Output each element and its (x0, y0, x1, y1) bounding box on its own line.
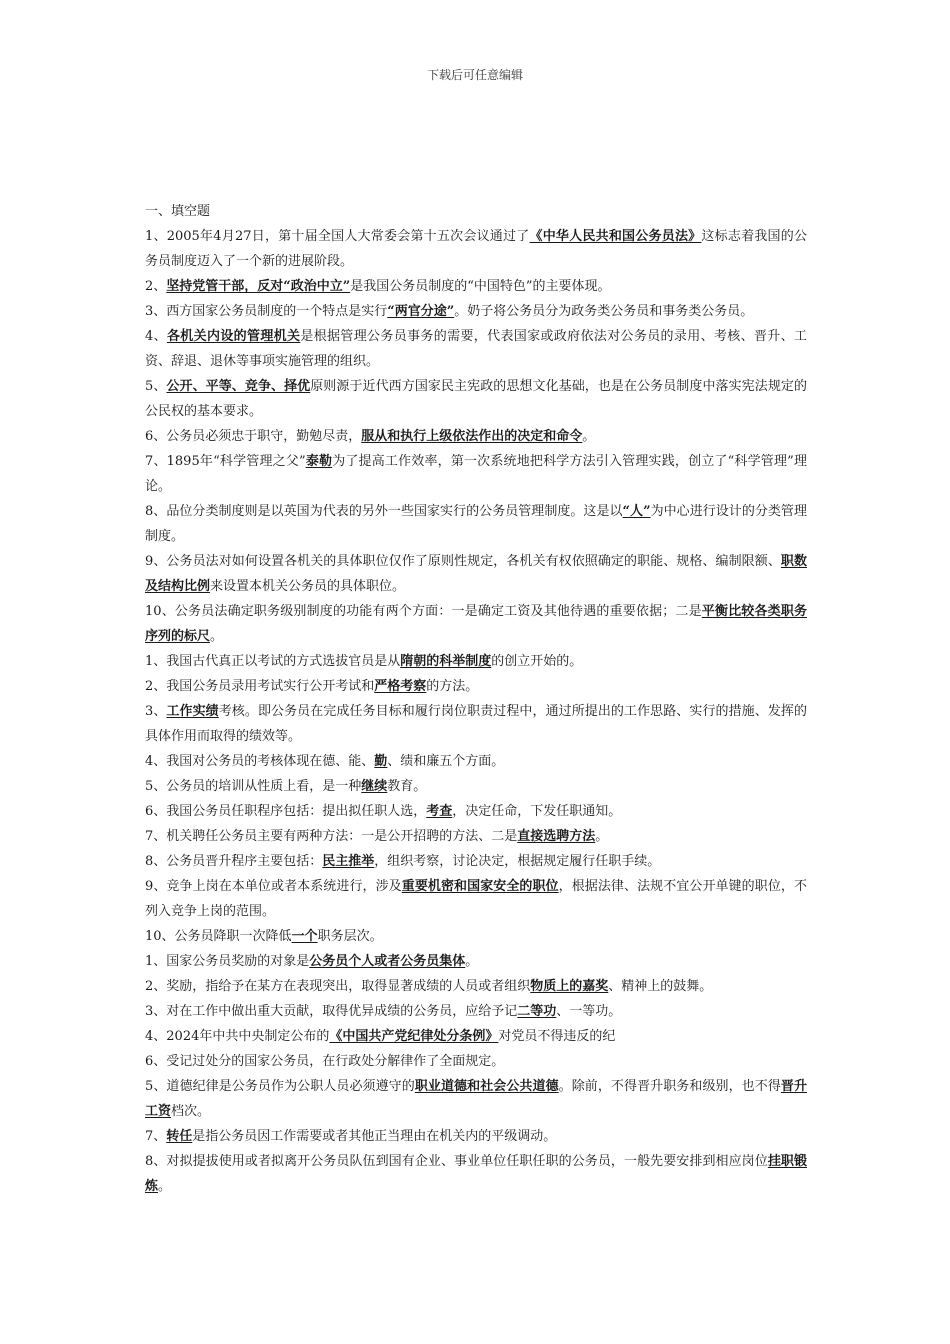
question-item (145, 1149, 807, 1199)
question-item (145, 549, 807, 599)
question-item (145, 449, 807, 499)
answer-text: 二等功 (517, 1004, 557, 1019)
question-text: 2、我国公务员录用考试实行公开考试和 (145, 679, 375, 694)
question-text: 2、奖励，指给予在某方在表现突出，取得显著成绩的人员或者组织 (145, 979, 531, 994)
question-item (145, 924, 807, 949)
question-text: ，根据法律、法规不宜公开单键的职位，不列入竞争上岗的范围。 (145, 879, 807, 919)
question-text: 是指公务员因工作需要或者其他正当理由在机关内的平级调动。 (192, 1129, 557, 1144)
question-text: 3、西方国家公务员制度的一个特点是实行 (145, 304, 388, 319)
question-text: 1、国家公务员奖励的对象是 (145, 954, 310, 969)
question-item (145, 1024, 807, 1049)
question-item (145, 699, 807, 749)
question-item (145, 1124, 807, 1149)
question-item (145, 599, 807, 649)
question-text: 10、公务员降职一次降低 (145, 929, 292, 944)
question-text: 8、品位分类制度则是以英国为代表的另外一些国家实行的公务员管理制度。这是以 (145, 504, 623, 519)
answer-text: 职数及结构比例 (145, 554, 807, 594)
question-text: 、绩和廉五个方面。 (387, 754, 505, 769)
question-text: 。除前，不得晋升职务和级别，也不得 (558, 1079, 781, 1094)
question-item (145, 874, 807, 924)
question-text: 4、我国对公务员的考核体现在德、能、 (145, 754, 375, 769)
answer-text: 严格考察 (374, 679, 427, 694)
answer-text: 勤 (374, 754, 388, 769)
answer-text: 隋朝的科举制度 (400, 654, 492, 669)
question-text: 教育。 (387, 779, 427, 794)
question-item (145, 299, 807, 324)
question-item (145, 974, 807, 999)
question-item (145, 424, 807, 449)
question-item (145, 824, 807, 849)
answer-text: 服从和执行上级依法作出的决定和命令 (361, 429, 583, 444)
question-text: 为了提高工作效率，第一次系统地把科学方法引入管理实践，创立了“科学管理”理论。 (145, 454, 807, 494)
question-text: 7、机关聘任公务员主要有两种方法：一是公开招聘的方法、二是 (145, 829, 518, 844)
section-title: 一、填空题 (145, 204, 211, 219)
question-text: 2、 (145, 279, 167, 294)
document-body (145, 199, 807, 1199)
question-list (145, 224, 807, 1199)
question-text: 5、 (145, 379, 167, 394)
answer-text: 坚持党管干部，反对“政治中立” (166, 279, 351, 294)
question-text: 。 (595, 829, 609, 844)
question-text: 、精神上的鼓舞。 (608, 979, 713, 994)
question-text: 为中心进行设计的分类管理制度。 (145, 504, 807, 544)
question-text: 5、道德纪律是公务员作为公职人员必须遵守的 (145, 1079, 415, 1094)
question-text: 3、 (145, 704, 167, 719)
answer-text: 职业道德和社会公共道德 (414, 1079, 559, 1094)
question-item (145, 499, 807, 549)
question-text: 6、受记过处分的国家公务员，在行政处分解律作了全面规定。 (145, 1054, 505, 1069)
question-text: 7、 (145, 1129, 167, 1144)
question-text: 3、对在工作中做出重大贡献，取得优异成绩的公务员，应给予记 (145, 1004, 518, 1019)
question-text: 8、公务员晋升程序主要包括： (145, 854, 323, 869)
question-item (145, 749, 807, 774)
question-item (145, 849, 807, 874)
answer-text: 晋升工资 (145, 1079, 807, 1119)
question-text: 6、公务员必须忠于职守，勤勉尽责， (145, 429, 362, 444)
answer-text: 公开、平等、竞争、择优 (166, 379, 311, 394)
question-item (145, 374, 807, 424)
answer-text: 民主推举 (322, 854, 375, 869)
answer-text: 考查 (426, 804, 453, 819)
question-text: 、一等功。 (556, 1004, 622, 1019)
question-text: 。 (210, 629, 224, 644)
question-item (145, 999, 807, 1024)
question-text: 这标志着我国的公务员制度迈入了一个新的进展阶段。 (145, 229, 807, 269)
question-text: 4、2024年中共中央制定公布的 (145, 1029, 330, 1044)
answer-text: 《中华人民共和国公务员法》 (529, 229, 702, 244)
question-text: 来设置本机关公务员的具体职位。 (210, 579, 406, 594)
answer-text: “两官分途” (387, 304, 455, 319)
question-text: 考核。即公务员在完成任务目标和履行岗位职责过程中，通过所提出的工作思路、实行的措施、发挥的具体作用而取得的绩效等。 (145, 704, 807, 744)
question-text: 的方法。 (426, 679, 479, 694)
question-item (145, 949, 807, 974)
question-text: 9、公务员法对如何设置各机关的具体职位仅作了原则性规定，各机关有权依照确定的职能、规格、编制限额、 (145, 554, 781, 569)
question-text: 档次。 (171, 1104, 211, 1119)
answer-text: 各机关内设的管理机关 (166, 329, 301, 344)
question-text: 的创立开始的。 (491, 654, 583, 669)
question-item (145, 324, 807, 374)
question-text: ，组织考察，讨论决定，根据规定履行任职手续。 (374, 854, 661, 869)
question-item (145, 224, 807, 274)
question-item (145, 274, 807, 299)
question-text: 。奶子将公务员分为政务类公务员和事务类公务员。 (454, 304, 754, 319)
answer-text: 转任 (166, 1129, 193, 1144)
question-text: 1、2005年4月27日，第十届全国人大常委会第十五次会议通过了 (145, 229, 530, 244)
question-text: 职务层次。 (317, 929, 383, 944)
question-item (145, 774, 807, 799)
answer-text: 物质上的嘉奖 (530, 979, 609, 994)
question-item (145, 1049, 807, 1074)
question-text: 是我国公务员制度的“中国特色”的主要体现。 (350, 279, 611, 294)
question-item (145, 1074, 807, 1124)
question-text: 10、公务员法确定职务级别制度的功能有两个方面：一是确定工资及其他待遇的重要依据；二是 (145, 604, 702, 619)
question-text: 8、对拟提拔使用或者拟离开公务员队伍到国有企业、事业单位任职任职的公务员，一般先要安排到相应岗位 (145, 1154, 768, 1169)
question-text: ，决定任命，下发任职通知。 (452, 804, 622, 819)
question-text: 7、1895年“科学管理之父” (145, 454, 306, 469)
answer-text: 挂职锻炼 (145, 1154, 807, 1194)
question-text: 。 (465, 954, 479, 969)
question-text: 1、我国古代真正以考试的方式选拔官员是从 (145, 654, 401, 669)
answer-text: 平衡比较各类职务序列的标尺 (145, 604, 807, 644)
answer-text: 重要机密和国家安全的职位 (401, 879, 559, 894)
question-text: 4、 (145, 329, 167, 344)
answer-text: 继续 (361, 779, 388, 794)
answer-text: 直接选聘方法 (517, 829, 596, 844)
question-text: 5、公务员的培训从性质上看，是一种 (145, 779, 362, 794)
question-text: 9、竞争上岗在本单位或者本系统进行，涉及 (145, 879, 402, 894)
answer-text: “人” (622, 504, 651, 519)
question-text: 是根据管理公务员事务的需要，代表国家或政府依法对公务员的录用、考核、晋升、工资、辞退、退休等事项实施管理的组织。 (145, 329, 807, 369)
answer-text: 泰勒 (305, 454, 333, 469)
question-item (145, 674, 807, 699)
question-text: 对党员不得违反的纪 (498, 1029, 616, 1044)
question-item (145, 799, 807, 824)
question-text: 6、我国公务员任职程序包括：提出拟任职人选， (145, 804, 427, 819)
answer-text: 《中国共产党纪律处分条例》 (329, 1029, 499, 1044)
question-text: 。 (582, 429, 596, 444)
answer-text: 工作实绩 (166, 704, 219, 719)
question-item (145, 649, 807, 674)
question-text: 原则源于近代西方国家民主宪政的思想文化基础，也是在公务员制度中落实宪法规定的公民权的基本要求。 (145, 379, 807, 419)
answer-text: 公务员个人或者公务员集体 (309, 954, 466, 969)
page-header: 下载后可任意编辑 (426, 68, 523, 82)
question-text: 。 (158, 1179, 172, 1194)
answer-text: 一个 (291, 929, 318, 944)
